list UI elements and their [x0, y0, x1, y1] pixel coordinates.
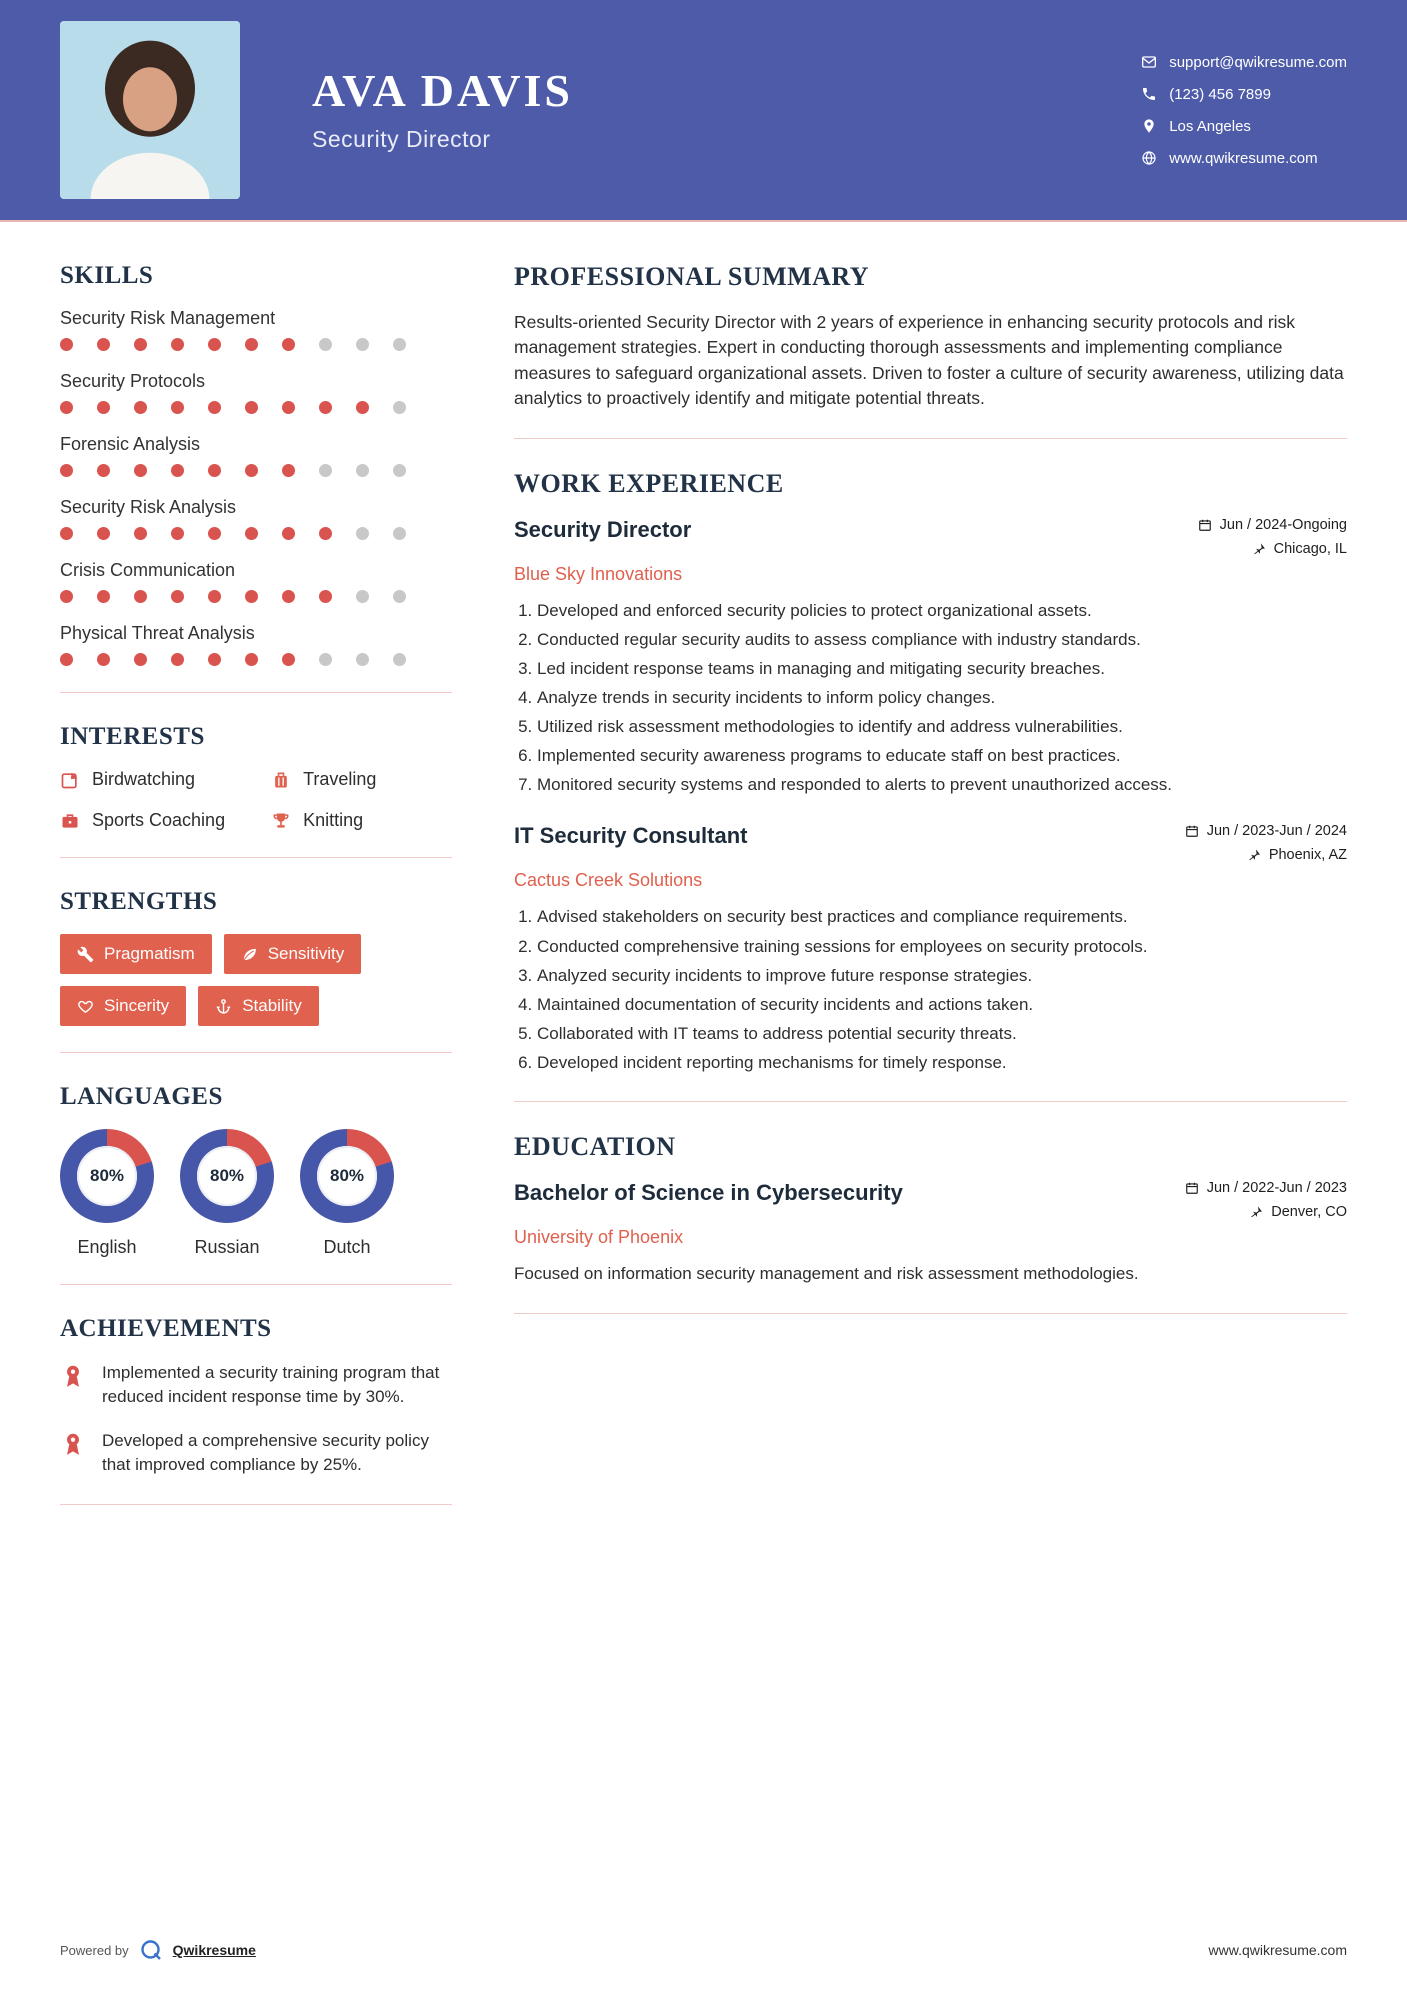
education-location — [1249, 1204, 1347, 1220]
skill-dot-filled — [134, 653, 147, 666]
skill-name: Physical Threat Analysis — [60, 623, 255, 643]
location-icon — [1141, 118, 1157, 134]
contact-location-text: Los Angeles — [1169, 117, 1251, 135]
job-date — [1185, 823, 1347, 839]
leaf-icon — [241, 946, 258, 963]
skill-dot-filled — [245, 527, 258, 540]
skill-rating-dots — [60, 464, 452, 477]
skill-name: Forensic Analysis — [60, 434, 201, 454]
job-company: Blue Sky Innovations — [514, 563, 683, 584]
education-entry — [514, 1180, 1347, 1287]
job-bullet-list — [514, 905, 1347, 1075]
skill-dot-empty — [393, 590, 406, 603]
interests-heading: INTERESTS — [60, 723, 205, 750]
section-divider — [514, 438, 1347, 439]
heart-icon — [77, 998, 94, 1015]
skill-dot-filled — [245, 401, 258, 414]
summary-heading: PROFESSIONAL SUMMARY — [514, 262, 870, 291]
header-job-title: Security Director — [312, 125, 491, 152]
language-donut-chart — [180, 1129, 274, 1223]
job-bullet: 2. Conducted comprehensive training sessions for employees on security protocols. — [537, 935, 1347, 959]
contact-website[interactable] — [1141, 150, 1347, 167]
interest-label: Sports Coaching — [92, 810, 226, 830]
job-bullet: 4. Maintained documentation of security incidents and actions taken. — [537, 993, 1347, 1017]
skill-name: Crisis Communication — [60, 560, 236, 580]
content-area — [0, 222, 1407, 1938]
skill-name: Security Risk Analysis — [60, 497, 237, 517]
job-bullet: 3. Led incident response teams in managing and mitigating security breaches. — [537, 657, 1347, 681]
strength-label: Stability — [242, 996, 302, 1015]
skill-dot-filled — [208, 464, 221, 477]
qwikresume-brand-link[interactable]: Qwikresume — [172, 1942, 256, 1958]
skill-dot-filled — [245, 338, 258, 351]
calendar-icon — [1185, 824, 1199, 838]
skill-dot-filled — [208, 401, 221, 414]
contact-email-text: support@qwikresume.com — [1169, 53, 1347, 71]
contact-email[interactable] — [1141, 54, 1347, 71]
skill-dot-filled — [319, 401, 332, 414]
email-icon — [1141, 54, 1157, 70]
job-bullet: 2. Conducted regular security audits to assess compliance with industry standards. — [537, 628, 1347, 652]
skill-dot-filled — [97, 401, 110, 414]
skill-dot-filled — [356, 401, 369, 414]
experience-heading: WORK EXPERIENCE — [514, 468, 784, 498]
contact-phone-text: (123) 456 7899 — [1169, 85, 1271, 103]
education-location-text: Denver, CO — [1271, 1204, 1347, 1221]
interest-item — [60, 769, 225, 790]
strengths-heading: STRENGTHS — [60, 888, 218, 915]
interest-label: Traveling — [303, 769, 377, 789]
education-date-text: Jun / 2022-Jun / 2023 — [1206, 1180, 1347, 1197]
job-bullet-list — [514, 599, 1347, 798]
job-bullet: 7. Monitored security systems and responded to alerts to prevent unauthorized access. — [537, 773, 1347, 797]
education-heading: EDUCATION — [514, 1132, 676, 1162]
achievement-text: Developed a comprehensive security policy that improved compliance by 25%. — [102, 1431, 429, 1475]
job-location — [1252, 541, 1347, 557]
strength-badge — [60, 934, 212, 974]
powered-by-label: Powered by — [60, 1942, 129, 1958]
strength-label: Sensitivity — [267, 944, 345, 963]
section-divider — [60, 1504, 452, 1505]
section-divider — [60, 857, 452, 858]
skill-dot-filled — [60, 527, 73, 540]
calendar-icon — [1185, 1181, 1199, 1195]
languages-heading: LANGUAGES — [60, 1083, 223, 1110]
skill-dot-filled — [208, 590, 221, 603]
skill-dot-filled — [60, 464, 73, 477]
skill-dot-empty — [356, 464, 369, 477]
skill-rating-dots — [60, 338, 452, 351]
skill-dot-filled — [97, 527, 110, 540]
skill-dot-empty — [319, 338, 332, 351]
contact-phone[interactable] — [1141, 86, 1347, 103]
skill-dot-filled — [97, 653, 110, 666]
skill-dot-filled — [208, 527, 221, 540]
skill-dot-filled — [171, 590, 184, 603]
profile-photo — [60, 21, 240, 199]
section-divider — [60, 1052, 452, 1053]
job-bullet: 1. Developed and enforced security policies to protect organizational assets. — [537, 599, 1347, 623]
award-icon — [60, 1431, 86, 1457]
skill-rating-dots — [60, 401, 452, 414]
summary-text: Results-oriented Security Director with 2 years of experience in enhancing security protocols and risk management strategies. Expert in conducting thorough assessments and implementing compliance measures to safeguard organizational assets. Driven to foster a culture of security awareness, utilizing data analytics to proactively identify and mitigate potential threats. — [514, 312, 1344, 409]
skill-item — [60, 623, 452, 666]
languages-list — [60, 1129, 452, 1258]
achievement-item — [60, 1361, 452, 1409]
trophy-icon — [271, 811, 291, 831]
skill-dot-filled — [134, 527, 147, 540]
skill-item — [60, 434, 452, 477]
language-item — [180, 1129, 274, 1258]
skill-dot-filled — [282, 464, 295, 477]
right-column — [514, 262, 1347, 1938]
pen-square-icon — [60, 770, 80, 790]
qwikresume-logo — [139, 1938, 163, 1962]
header-band — [0, 0, 1407, 222]
skill-dot-empty — [356, 338, 369, 351]
skill-dot-empty — [356, 527, 369, 540]
skill-name: Security Risk Management — [60, 308, 276, 328]
skill-dot-filled — [171, 338, 184, 351]
language-donut-chart — [60, 1129, 154, 1223]
job-title: Security Director — [514, 516, 692, 542]
section-divider — [60, 692, 452, 693]
skill-dot-empty — [393, 401, 406, 414]
language-percent: 80% — [209, 1166, 245, 1185]
skill-dot-empty — [319, 464, 332, 477]
skill-dot-filled — [208, 338, 221, 351]
skill-dot-filled — [171, 401, 184, 414]
skill-dot-filled — [319, 590, 332, 603]
job-location-text: Phoenix, AZ — [1268, 847, 1347, 864]
job-bullet: 5. Collaborated with IT teams to address potential security threats. — [537, 1022, 1347, 1046]
anchor-icon — [215, 998, 232, 1015]
skill-dot-filled — [282, 590, 295, 603]
achievement-text: Implemented a security training program that reduced incident response time by 30%. — [102, 1363, 440, 1407]
skill-dot-filled — [60, 338, 73, 351]
job-date — [1198, 517, 1347, 533]
job-company: Cactus Creek Solutions — [514, 870, 703, 891]
skill-dot-empty — [356, 590, 369, 603]
skill-rating-dots — [60, 653, 452, 666]
skill-dot-filled — [171, 527, 184, 540]
contact-location — [1141, 118, 1347, 135]
job-bullet: 4. Analyze trends in security incidents to inform policy changes. — [537, 686, 1347, 710]
achievements-list — [60, 1361, 452, 1478]
language-label: Dutch — [323, 1237, 371, 1257]
skill-dot-filled — [282, 401, 295, 414]
skill-dot-filled — [171, 653, 184, 666]
skill-dot-filled — [97, 338, 110, 351]
skill-item — [60, 371, 452, 414]
skill-dot-filled — [245, 464, 258, 477]
skill-dot-filled — [97, 590, 110, 603]
skill-item — [60, 308, 452, 351]
calendar-icon — [1198, 518, 1212, 532]
interest-label: Knitting — [303, 810, 364, 830]
job-bullet: 6. Implemented security awareness programs to educate staff on best practices. — [537, 744, 1347, 768]
skill-dot-empty — [393, 464, 406, 477]
skill-item — [60, 497, 452, 540]
skill-dot-filled — [97, 464, 110, 477]
skill-dot-filled — [245, 653, 258, 666]
job-bullet: 1. Advised stakeholders on security best practices and compliance requirements. — [537, 905, 1347, 929]
interest-item — [271, 810, 376, 831]
globe-icon — [1141, 150, 1157, 166]
skill-dot-filled — [282, 338, 295, 351]
section-divider — [514, 1101, 1347, 1102]
skill-dot-filled — [282, 527, 295, 540]
skill-rating-dots — [60, 527, 452, 540]
education-date — [1185, 1180, 1347, 1196]
phone-icon — [1141, 86, 1157, 102]
education-degree: Bachelor of Science in Cybersecurity — [514, 1180, 903, 1206]
briefcase-icon — [60, 811, 80, 831]
skills-heading: SKILLS — [60, 262, 154, 289]
strengths-list — [60, 934, 452, 1026]
footer-website[interactable]: www.qwikresume.com — [1208, 1942, 1347, 1958]
skill-dot-filled — [60, 401, 73, 414]
left-column — [60, 262, 452, 1938]
skill-name: Security Protocols — [60, 371, 206, 391]
strength-label: Sincerity — [104, 996, 170, 1015]
strength-badge — [198, 986, 319, 1026]
contact-website-text: www.qwikresume.com — [1169, 149, 1318, 167]
luggage-icon — [271, 770, 291, 790]
education-school: University of Phoenix — [514, 1227, 684, 1248]
skill-dot-filled — [282, 653, 295, 666]
education-description: Focused on information security management and risk assessment methodologies. — [514, 1264, 1139, 1284]
strength-label: Pragmatism — [104, 944, 195, 963]
job-title: IT Security Consultant — [514, 823, 748, 849]
skill-dot-filled — [134, 590, 147, 603]
language-percent: 80% — [89, 1166, 125, 1185]
skill-dot-filled — [60, 653, 73, 666]
job-bullet: 5. Utilized risk assessment methodologies to identify and address vulnerabilities. — [537, 715, 1347, 739]
skill-dot-filled — [134, 464, 147, 477]
skill-dot-empty — [319, 653, 332, 666]
section-divider — [60, 1284, 452, 1285]
strength-badge — [60, 986, 186, 1026]
skill-dot-filled — [134, 401, 147, 414]
pin-icon — [1249, 1205, 1263, 1219]
strength-badge — [224, 934, 362, 974]
skill-item — [60, 560, 452, 603]
wrench-icon — [77, 946, 94, 963]
interest-item — [60, 810, 225, 831]
achievement-item — [60, 1429, 452, 1477]
skill-dot-empty — [393, 338, 406, 351]
skill-dot-empty — [393, 653, 406, 666]
language-item — [60, 1129, 154, 1258]
language-label: English — [77, 1237, 137, 1257]
pin-icon — [1252, 542, 1266, 556]
profile-photo-placeholder — [60, 21, 240, 199]
job-date-text: Jun / 2023-Jun / 2024 — [1206, 823, 1347, 840]
pin-icon — [1247, 848, 1261, 862]
skill-rating-dots — [60, 590, 452, 603]
section-divider — [514, 1313, 1347, 1314]
achievements-heading: ACHIEVEMENTS — [60, 1315, 272, 1342]
job-bullet: 3. Analyzed security incidents to improve future response strategies. — [537, 964, 1347, 988]
skill-dot-filled — [134, 338, 147, 351]
skill-dot-filled — [319, 527, 332, 540]
language-item — [300, 1129, 394, 1258]
interest-item — [271, 769, 376, 790]
skill-dot-filled — [245, 590, 258, 603]
interests-list — [60, 769, 452, 831]
language-percent: 80% — [329, 1166, 365, 1185]
job-entry — [514, 517, 1347, 798]
job-bullet: 6. Developed incident reporting mechanisms for timely response. — [537, 1051, 1347, 1075]
interest-label: Birdwatching — [92, 769, 196, 789]
skill-dot-filled — [208, 653, 221, 666]
contact-list — [1141, 54, 1347, 167]
skills-list — [60, 308, 452, 666]
skill-dot-filled — [60, 590, 73, 603]
language-label: Russian — [194, 1237, 260, 1257]
job-location — [1247, 847, 1347, 863]
language-donut-chart — [300, 1129, 394, 1223]
job-date-text: Jun / 2024-Ongoing — [1219, 516, 1347, 533]
footer — [0, 1938, 1407, 1990]
skill-dot-empty — [356, 653, 369, 666]
skill-dot-empty — [393, 527, 406, 540]
job-location-text: Chicago, IL — [1273, 540, 1347, 557]
award-icon — [60, 1363, 86, 1389]
job-entry — [514, 823, 1347, 1075]
page-title-name: AVA DAVIS — [312, 64, 573, 116]
skill-dot-filled — [171, 464, 184, 477]
